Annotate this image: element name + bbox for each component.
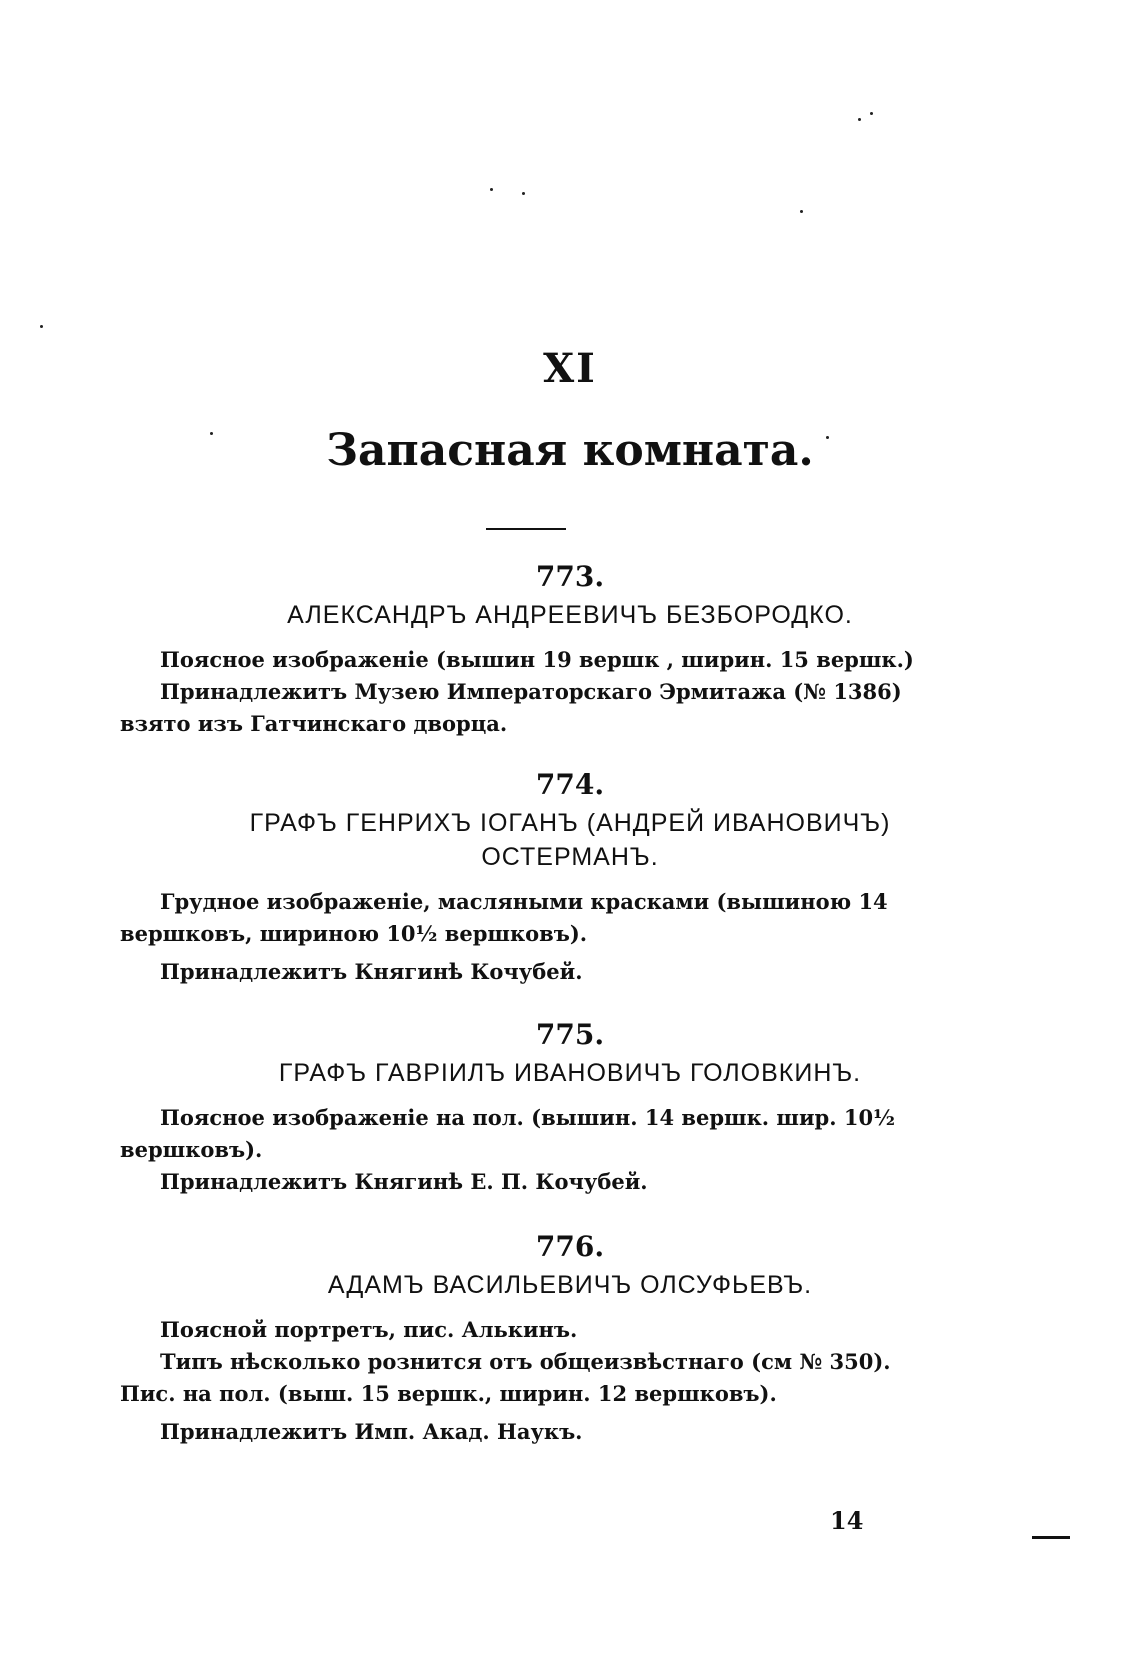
entry-line: Типъ нѣсколько рознится отъ общеизвѣстнаго (см № 350). (160, 1349, 891, 1374)
catalog-entry (0, 1018, 1140, 1198)
scan-speck (800, 210, 803, 213)
scan-speck (40, 325, 43, 328)
entry-name: ГРАФЪ ГАВРІИЛЪ ИВАНОВИЧЪ ГОЛОВКИНЪ. (278, 1059, 862, 1087)
title-rule (486, 528, 566, 530)
entry-description (0, 886, 1140, 988)
scan-speck (490, 188, 493, 191)
entry-line: вершковъ, шириною 10½ вершковъ). (120, 921, 588, 946)
entry-line: Грудное изображеніе, масляными красками (вышиною 14 (160, 889, 888, 914)
page-number: 14 (830, 1506, 864, 1535)
entry-line: Принадлежитъ Княгинѣ Кочубей. (160, 959, 583, 984)
scan-speck (870, 112, 873, 115)
entry-description (0, 1102, 1140, 1198)
entry-line: вершковъ). (120, 1137, 263, 1162)
entry-line: Поясное изображеніе (вышин 19 вершк , ширин. 15 вершк.) (160, 647, 914, 672)
entry-line: Принадлежитъ Музею Императорскаго Эрмитажа (№ 1386) (160, 679, 902, 704)
entry-name: АЛЕКСАНДРЪ АНДРЕЕВИЧЪ БЕЗБОРОДКО. (287, 601, 853, 629)
entry-line: Поясное изображеніе на пол. (вышин. 14 вершк. шир. 10½ (160, 1105, 895, 1130)
entry-number: 775. (535, 1018, 605, 1051)
entry-name: ГРАФЪ ГЕНРИХЪ ІОГАНЪ (АНДРЕЙ ИВАНОВИЧЪ) (249, 809, 891, 837)
scan-speck (522, 192, 525, 195)
section-number: XI (543, 345, 597, 392)
entry-number: 776. (535, 1230, 605, 1263)
section-title: Запасная комната. (326, 425, 814, 476)
entry-description (0, 1314, 1140, 1448)
entry-line: Пис. на пол. (выш. 15 вершк., ширин. 12 вершковъ). (120, 1381, 777, 1406)
entry-line: Поясной портретъ, пис. Алькинъ. (160, 1317, 578, 1342)
catalog-entry (0, 1230, 1140, 1448)
entry-description (0, 644, 1140, 740)
entry-name: АДАМЪ ВАСИЛЬЕВИЧЪ ОЛСУФЬЕВЪ. (327, 1271, 813, 1299)
entry-name-continuation: ОСТЕРМАНЪ. (481, 843, 659, 871)
entry-line: взято изъ Гатчинскаго дворца. (120, 711, 508, 736)
entry-number: 773. (535, 560, 605, 593)
catalog-entry (0, 768, 1140, 988)
catalog-entry (0, 560, 1140, 740)
entry-line: Принадлежитъ Княгинѣ Е. П. Кочубей. (160, 1169, 648, 1194)
margin-mark (1032, 1536, 1070, 1539)
entry-line: Принадлежитъ Имп. Акад. Наукъ. (160, 1419, 583, 1444)
entry-number: 774. (535, 768, 605, 801)
scan-speck (858, 118, 861, 121)
